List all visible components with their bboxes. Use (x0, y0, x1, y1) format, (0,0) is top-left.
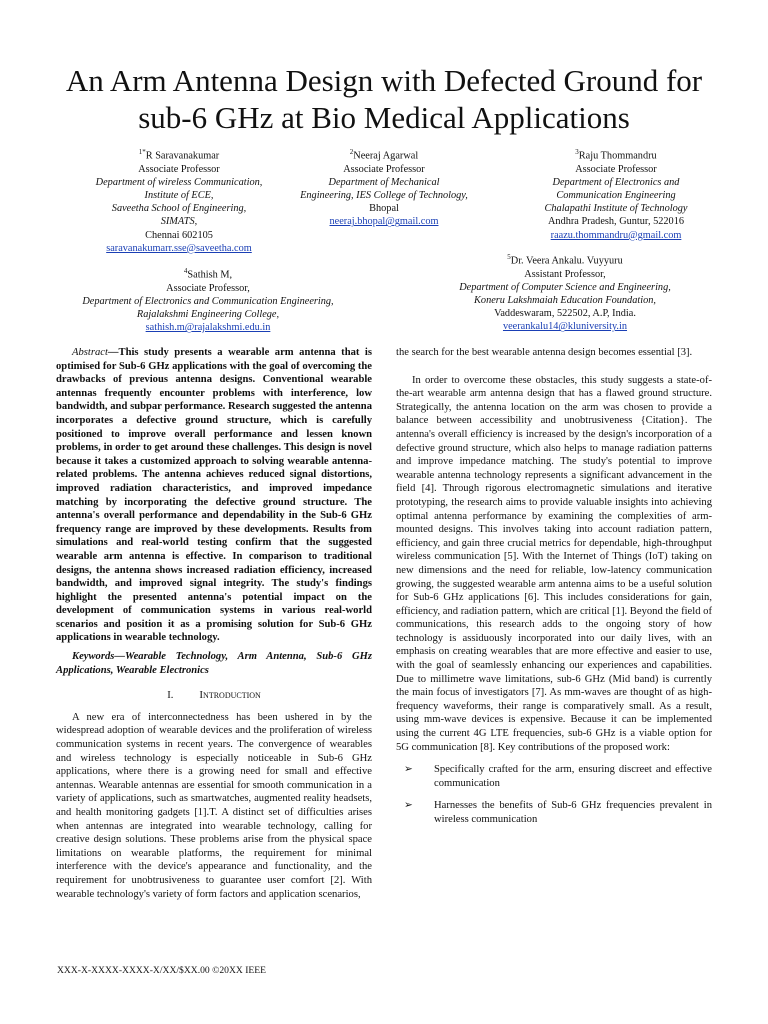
abstract-dash: — (107, 347, 119, 358)
author-1-name: R Saravanakumar (145, 150, 220, 162)
author-1-aff-2: Institute of ECE, (144, 190, 214, 202)
copyright-footer: XXX-X-XXXX-XXXX-X/XX/$XX.00 ©20XX IEEE (57, 965, 266, 976)
author-3-name: Raju Thommandru (578, 150, 657, 162)
author-1-location: Chennai 602105 (145, 229, 213, 241)
title-line-2: sub-6 GHz at Bio Medical Applications (138, 100, 630, 135)
abstract (56, 346, 372, 645)
author-5-role: Assistant Professor, (524, 268, 606, 280)
bullet-arrow-icon: ➢ (404, 800, 413, 812)
author-block-2 (282, 146, 486, 229)
author-2-role: Associate Professor (343, 163, 425, 175)
author-4-sup: 4 (183, 267, 188, 275)
bullet-item (396, 763, 712, 790)
author-4-name: Sathish M, (187, 269, 233, 281)
author-1-email-link[interactable]: saravanakumarr.sse@saveetha.com (106, 242, 252, 254)
author-2-aff-1: Department of Mechanical (328, 176, 440, 188)
author-5-sup: 5 (507, 253, 511, 261)
keywords: Keywords—Wearable Technology, Arm Antenna, Sub-6 GHz Applications, Wearable Electronics (56, 651, 372, 676)
author-3-role: Associate Professor (575, 163, 657, 175)
bullet-arrow-icon: ➢ (404, 764, 413, 776)
right-paragraph-2: In order to overcome these obstacles, this study suggests a state-of-the-art wearable arm antenna design that has a flawed ground structure. Strategically, the antenna location on the arm was chosen to provide a balance between accessibility and unobtrusiveness {Citation}. The antenna's overall efficiency is increased by the design's incorporation of a defective ground structure, which also helps to manage radiation patterns and improve impedance matching. The study's potential to improve wearable antenna technology represents a significant advancement in the field [4]. Through rigorous electromagnetic simulations and iterative prototyping, the research aims to provide valuable insights into achieving optimal antenna performance by examining the complexities of arm-mounted designs. This involves taking into account radiation pattern, efficiency, and gain three crucial metrics for dependable, high-throughput wireless communication [5]. With the Internet of Things (IoT) taking on new dimensions and the need for reliable, low-latency communication growing, the suggested wearable arm antenna aims to be a useful solution for Sub-6 GHz applications [6]. This includes considerations for gain, efficiency, and radiation pattern, which are critical [1]. Beyond the field of communications, this research adds to the ongoing story of how technology is assiduously incorporated into our daily lives, with an emphasis on creating wearables that are more effective and easier to use, with the goal of seamlessly enhancing our experiences and capabilities. Due to millimetre wave limitations, sub-6 GHz (Mid band) is currently the main focus of investigators [7]. As mm-waves are thought of as high-frequency waveforms, their range is comparatively small. As a result, using mm-wave devices is expensive. Because it can be implemented using the current 4G LTE frequencies, sub-6 GHz is a viable option for 5G communication [8]. Key contributions of the proposed work: (396, 374, 712, 753)
right-column (396, 346, 712, 827)
author-3-email-link[interactable]: raazu.thommandru@gmail.com (550, 229, 682, 241)
section-number: I. (167, 690, 174, 702)
author-3-aff-3: Chalapathi Institute of Technology (544, 203, 688, 215)
bullet-text-1: Specifically crafted for the arm, ensuring discreet and effective communication (434, 764, 712, 789)
left-column (56, 346, 372, 901)
author-4-aff-1: Department of Electronics and Communication Engineering, (82, 295, 334, 307)
bullet-text-2: Harnesses the benefits of Sub-6 GHz frequencies prevalent in wireless communication (434, 800, 712, 825)
section-title: Introduction (199, 689, 261, 702)
author-2-email-link[interactable]: neeraj.bhopal@gmail.com (329, 216, 439, 228)
author-3-aff-2: Communication Engineering (556, 190, 676, 202)
author-block-5 (428, 251, 702, 334)
intro-paragraph: A new era of interconnectedness has been ushered in by the widespread adoption of wearable devices and the proliferation of wireless communication systems in recent years. The convergence of wearables and wireless technology is especially noticeable in Sub-6 GHz applications, where there is a growing need for small and effective antennas. Wearable antennas are essential for smooth communication in a variety of applications, such as smartwatches, augmented reality headsets, and health monitoring gadgets [1].T. A distinct set of difficulties arises when antennas are integrated into wearable technology, calling for creative design solutions. These problems arise from the physical space limitations on wearable platforms, the requirement for minimal interference with the device's appearance and functionality, and the requirement for unobtrusiveness to guarantee user comfort [2]. With wearable technology's variety of form factors and application scenarios, (56, 711, 372, 900)
paper-title (40, 62, 728, 136)
right-paragraph-1: the search for the best wearable antenna design becomes essential [3]. (396, 347, 693, 358)
abstract-label: Abstract (72, 347, 108, 358)
author-2-name: Neeraj Agarwal (353, 150, 419, 162)
section-heading (56, 689, 372, 703)
title-line-1: An Arm Antenna Design with Defected Ground for (65, 63, 703, 98)
author-block-4 (62, 265, 354, 334)
author-4-aff-2: Rajalakshmi Engineering College, (136, 309, 280, 321)
author-5-aff-1: Department of Computer Science and Engineering, (459, 281, 671, 293)
author-3-sup: 3 (575, 148, 579, 156)
author-1-role: Associate Professor (138, 163, 220, 175)
abstract-text: This study presents a wearable arm antenna that is optimised for Sub-6 GHz applications with the goal of overcoming the drawbacks of previous antenna designs. Conventional wearable antennas frequently encounter problems with interference, low bandwidth, and subpar performance. Research suggested the antenna incorporates a defective ground structure, which is carefully positioned to improve overall performance and lessen known problems, in order to get around these challenges. This design is novel because it takes a customized approach to solving wearable antenna-related problems. The antenna achieves reduced signal distortions, improved radiation characteristics, and improved impedance matching by incorporating the defective ground structure. The antenna's overall performance and dependability in the Sub-6 GHz frequency range are improved by these developments. Results from simulations and real-world testing confirm that the suggested wearable arm antenna is effective. In comparison to traditional designs, the antenna shows increased radiation efficiency, increased bandwidth, and improved signal integrity. The study's findings highlight the presented antenna's potential impact on the development of communication systems in various real-world scenarios and position it as a promising solution for Sub-6 GHz applications in wearable technology. (56, 347, 372, 644)
author-4-role: Associate Professor, (166, 282, 250, 294)
author-3-aff-1: Department of Electronics and (552, 176, 680, 188)
author-1-sup: 1* (138, 148, 146, 156)
author-5-email-link[interactable]: veerankalu14@kluniversity.in (502, 321, 628, 333)
author-3-location: Andhra Pradesh, Guntur, 522016 (547, 216, 684, 228)
author-1-aff-3: Saveetha School of Engineering, (111, 203, 247, 215)
author-5-location: Vaddeswaram, 522502, A.P, India. (494, 308, 636, 320)
author-block-1 (70, 146, 288, 255)
bullet-item (396, 799, 712, 826)
author-5-aff-2: Koneru Lakshmaiah Education Foundation, (474, 295, 656, 307)
author-1-aff-1: Department of wireless Communication, (95, 176, 263, 188)
author-1-aff-4: SIMATS, (160, 216, 198, 228)
author-5-name: Dr. Veera Ankalu. Vuyyuru (510, 255, 623, 267)
author-2-location: Bhopal (369, 203, 399, 215)
author-block-3 (518, 146, 714, 242)
author-2-sup: 2 (349, 148, 354, 156)
author-2-aff-2: Engineering, IES College of Technology, (300, 190, 468, 202)
author-4-email-link[interactable]: sathish.m@rajalakshmi.edu.in (145, 322, 271, 334)
